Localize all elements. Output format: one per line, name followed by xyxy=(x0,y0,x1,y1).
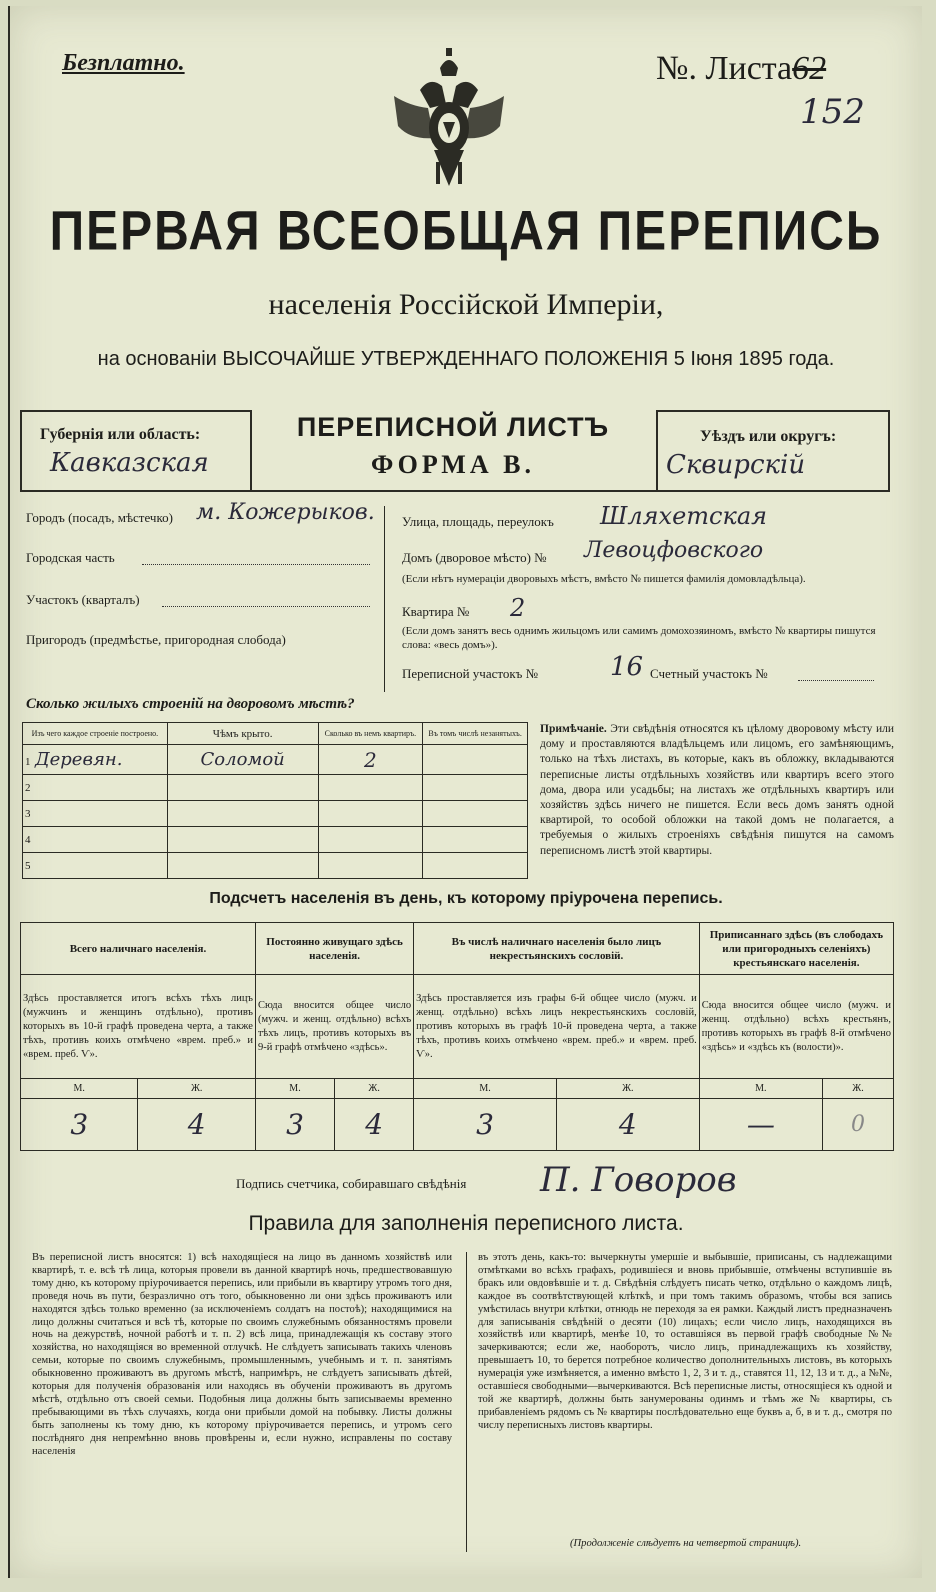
buildings-header-material: Изъ чего каждое строеніе построено. xyxy=(23,723,168,745)
population-title: Подсчетъ населенія въ день, къ которому пріурочена перепись. xyxy=(209,890,723,907)
population-table: Всего наличнаго населенія. Постоянно живущаго здѣсь населенія. Въ числѣ наличнаго населенія было лицъ некрестьянскихъ сословій. Приписаннаго здѣсь (въ слободахъ или пригородныхъ селеніяхъ) крестьянскаго населенія. Здѣсь проставляется итогъ всѣхъ тѣхъ лицъ (мужчинъ и женщинъ отдѣльно), противъ которыхъ въ 10-й графѣ проведена черта, а также тѣхъ, противъ коихъ отмѣчено «врем. преб.» и «врем. преб. Ѵ». Сюда вносится общее число (мужч. и женщ. отдѣльно) всѣхъ тѣхъ лицъ, противъ которыхъ въ 9-й графѣ отмѣчено «здѣсь». Здѣсь проставляется изъ графы 6-й общее число (мужч. и женщ. отдѣльно) всѣхъ лицъ некрестьянскихъ сословій, противъ которыхъ въ графѣ 10-й проведена черта, а также тѣхъ, противъ коихъ отмѣчено «врем. преб.» и «врем. преб. Ѵ». Сюда вносится общее число (мужч. и женщ. отдѣльно) всѣхъ крестьянъ, противъ которыхъ въ графѣ 8-й отмѣчено «здѣсь» и «здѣсь къ (волости)». М. Ж. М. Ж. М. Ж. М. Ж. 3 4 3 4 3 4 — 0 xyxy=(20,922,894,1151)
sheet-title: ПЕРЕПИСНОЙ ЛИСТЪ xyxy=(296,412,610,442)
population-head-peasant: Приписаннаго здѣсь (въ слободахъ или пригородныхъ селеніяхъ) крестьянскаго населенія. xyxy=(699,923,893,975)
rules-left-column: Въ переписной листъ вносятся: 1) всѣ находящіеся на лицо въ данномъ хозяйствѣ или квартирѣ, т. е. всѣ тѣ лица, которыя провели въ данной квартирѣ ночь, предшествовавшую тому дню, къ которому пріурочивается перепись, или прибыли въ квартиру утромъ того дня, проведя ночь въ пути, безразлично отъ того, обыкновенно ли они здѣсь проживаютъ или находятся здѣсь только временно (за исключеніемъ солдатъ на постоѣ); находящимися на лицо должны считаться и всѣ тѣ, которые по своимъ служебнымъ обязанностямъ провели ночь на дежурствѣ, ночной работѣ и т. п. 2) всѣ лица, принадлежащія къ составу этого хозяйства, но находящіяся во временной отлучкѣ. Не слѣдуетъ записывать такихъ членовъ семьи, которые по своимъ служебнымъ, промышленнымъ, учебнымъ и т. п. занятіямъ обыкновенно проживаютъ въ другомъ мѣстѣ, напримѣръ, не слѣдуетъ записывать дѣтей, которыя для полученія образованія или находясь въ обученіи проживаютъ въ другомъ мѣстѣ, отдѣльно отъ своей семьи. Подобныя лица должны быть записываемы временно пребывающими въ тѣхъ случаяхъ, когда они прибыли домой на побывку. Листы должны быть заполнены къ тому дню, къ которому пріурочивается перепись, и утромъ сего послѣдняго дня непремѣнно вновь провѣрены и, если нужно, исправлены по составу населенія xyxy=(32,1252,452,1457)
house-value: Левоцфовского xyxy=(584,538,764,563)
house-label: Домъ (дворовое мѣсто) № xyxy=(402,550,547,565)
city-label: Городъ (посадъ, мѣстечко) xyxy=(26,510,173,525)
buildings-table xyxy=(22,722,528,879)
sheet-number-label: №. Листа62 xyxy=(656,50,827,87)
street-label: Улица, площадь, переулокъ xyxy=(402,514,554,529)
apartment-label: Квартира № xyxy=(402,604,470,619)
note-title: Примѣчаніе. xyxy=(540,723,607,735)
counting-area-label: Счетный участокъ № xyxy=(650,666,768,681)
apartment-note: (Если домъ занятъ весь однимъ жильцомъ или самимъ домохозяиномъ, вмѣсто № квартиры пишутся слова: «весь домъ»). xyxy=(402,625,876,651)
buildings-question: Сколько жилыхъ строеній на дворовомъ мѣстѣ? xyxy=(26,696,355,712)
district-label: Уѣздъ или округъ: xyxy=(700,428,837,445)
street-value: Шляхетская xyxy=(600,502,768,530)
signature-label: Подпись счетчика, собиравшаго свѣдѣнія xyxy=(236,1176,467,1191)
table-row: 4 xyxy=(23,827,528,853)
form-label: ФОРМА В. xyxy=(371,450,535,479)
province-label: Губернія или область: xyxy=(40,426,201,443)
population-head-permanent: Постоянно живущаго здѣсь населенія. xyxy=(255,923,413,975)
buildings-header-roof: Чѣмъ крыто. xyxy=(167,723,318,745)
census-title: ПЕРВАЯ ВСЕОБЩАЯ ПЕРЕПИСЬ xyxy=(49,201,883,262)
census-area-value: 16 xyxy=(610,652,644,682)
suburb-label: Пригородъ (предмѣстье, пригородная слобода) xyxy=(26,632,286,647)
table-row: 2 xyxy=(23,775,528,801)
buildings-note xyxy=(540,722,894,859)
population-values-row: 3 4 3 4 3 4 — 0 xyxy=(21,1099,894,1151)
rules-continued: (Продолженіе слѣдуетъ на четвертой страницѣ). xyxy=(570,1538,802,1549)
apartment-value: 2 xyxy=(510,594,526,622)
table-row: 1 Деревян. Соломой 2 xyxy=(23,745,528,775)
city-value: м. Кожерыков. xyxy=(196,500,375,525)
census-sheet xyxy=(8,6,922,1578)
free-label: Безплатно. xyxy=(62,50,185,76)
imperial-eagle-icon xyxy=(390,46,508,196)
district-value: Сквирскій xyxy=(666,450,806,480)
sheet-number-handwritten: 152 xyxy=(800,92,865,132)
note-text: Эти свѣдѣнія относятся къ цѣлому дворовому мѣсту или дому и проставляются владѣльцемъ или лицомъ, его замѣняющимъ, только на тѣхъ листахъ, въ которые, какъ въ обложку, вкладываются переписные листы отдѣльныхъ хозяйствъ или квартиръ всего этого дома, двора или усадьбы; на листахъ же отдѣльныхъ квартиръ или хозяйствъ здѣсь ничего не пишется. Если весь домъ занятъ одной квартирой, то особой обложки на такой домъ не полагается, а требуемыя о жилыхъ строеніяхъ свѣдѣнія пишутся на самомъ переписномъ листѣ этой квартиры. xyxy=(540,723,894,857)
population-head-present: Всего наличнаго населенія. xyxy=(21,923,256,975)
census-subtitle: населенія Россійской Имперіи, xyxy=(268,288,664,321)
precinct-label: Участокъ (кварталъ) xyxy=(26,592,140,607)
census-basis: на основаніи ВЫСОЧАЙШЕ УТВЕРЖДЕННАГО ПОЛОЖЕНІЯ 5 Іюня 1895 года. xyxy=(97,348,835,370)
sheet-number-crossed: 62 xyxy=(792,50,827,87)
table-row: 5 xyxy=(23,853,528,879)
rules-title: Правила для заполненія переписного листа. xyxy=(248,1212,684,1235)
city-part-label: Городская часть xyxy=(26,550,115,565)
buildings-header-vacant: Въ томъ числѣ незанятыхъ. xyxy=(423,723,528,745)
province-value: Кавказская xyxy=(50,448,209,478)
buildings-header-apartments: Сколько въ немъ квартиръ. xyxy=(318,723,423,745)
house-note: (Если нѣтъ нумераціи дворовыхъ мѣстъ, вмѣсто № пишется фамилія домовладѣльца). xyxy=(402,573,806,585)
population-head-nonpeasant: Въ числѣ наличнаго населенія было лицъ некрестьянскихъ сословій. xyxy=(414,923,700,975)
table-row: 3 xyxy=(23,801,528,827)
rules-right-column: въ этотъ день, какъ-то: вычеркнуты умершіе и выбывшіе, приписаны, съ надлежащими отмѣтками во всѣхъ графахъ, родившіеся и вновь прибывшіе, отмѣчены вступившіе въ бракъ или овдовѣвшіе и т. д. Свѣдѣнія слѣдуетъ писать четко, отдѣльно о каждомъ лицѣ, каждое въ соотвѣтствующей клѣткѣ, и при томъ такимъ образомъ, чтобы вся запись умѣстилась внутри клѣтки, отнюдь не переходя за ея рамки. Каждый листъ предназначенъ для записыванія свѣдѣній о десяти (10) лицахъ; если число лицъ, находящихся въ хозяйствѣ или квартирѣ, менѣе 10, то оставшіяся въ первой графѣ свободные №№ зачеркиваются; если же, наоборотъ, число лицъ, принадлежащихъ къ хозяйству, превышаетъ 10, то берется потребное количество дополнительныхъ листовъ, въ которыхъ нумерація уже измѣняется, а именно вмѣсто 1, 2, 3 и т. д., ставятся 11, 12, 13 и т. д., а №№, оставшіеся свободными—вычеркиваются. Всѣ переписные листы, относящіеся къ одной и той же квартирѣ, должны быть занумерованы одинмъ и тѣмъ же № квартиры, съ прибавленіемъ рядомъ съ № квартиры послѣдовательно еще буквъ а, б, в и т. д., смотря по числу переписныхъ листовъ квартиры. xyxy=(478,1252,892,1431)
census-area-label: Переписной участокъ № xyxy=(402,666,539,681)
signature-value: П. Говоров xyxy=(540,1160,737,1200)
